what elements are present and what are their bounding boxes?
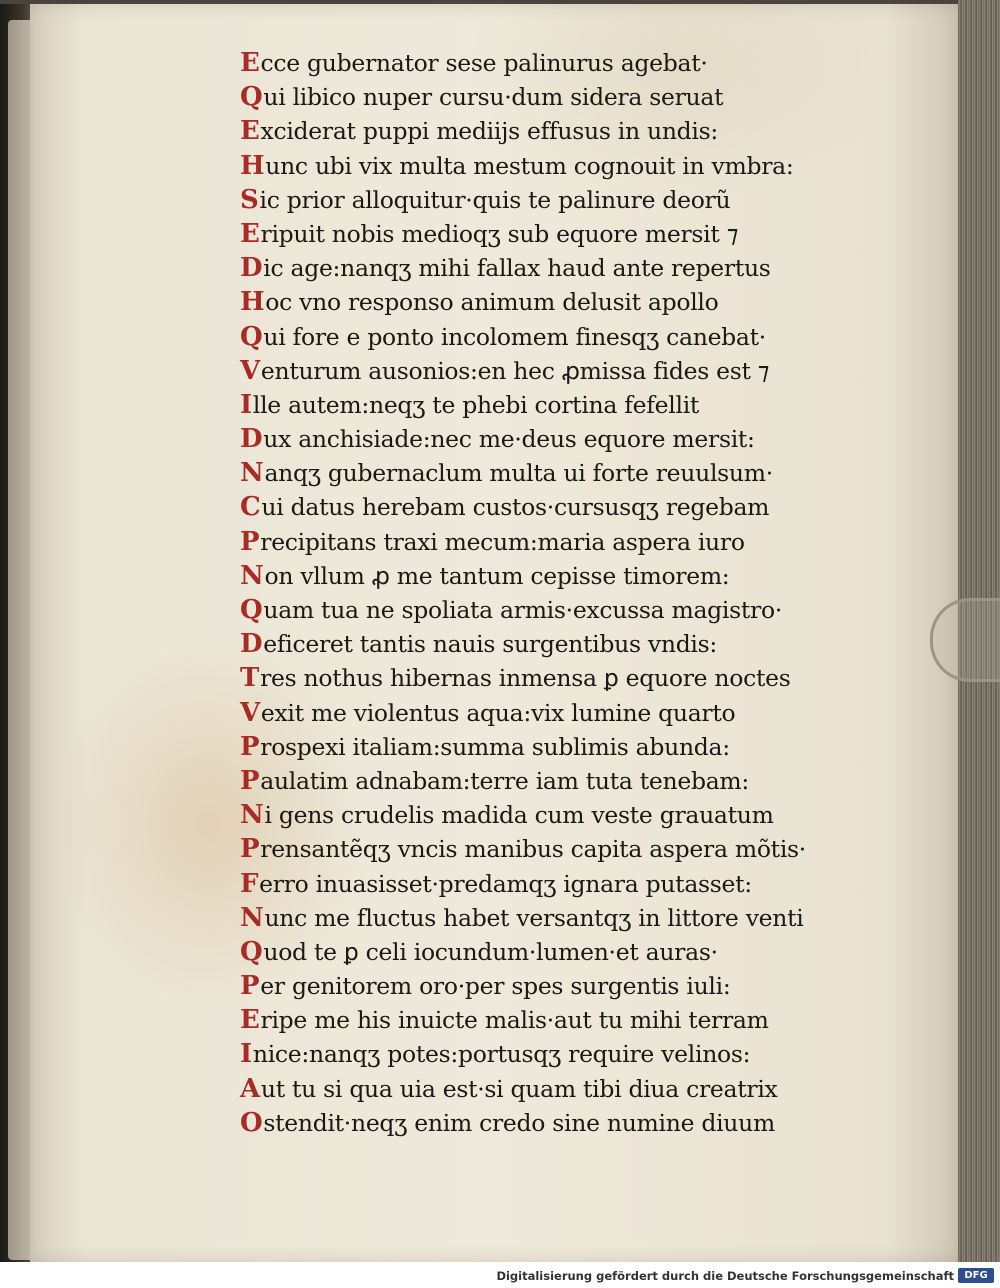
verse-text: eficeret tantis nauis surgentibus vndis: (263, 630, 718, 659)
rubricated-initial: I (240, 389, 252, 420)
verse-text: oc vno responso animum delusit apollo (265, 288, 719, 317)
verse-text: uam tua ne spoliata armis·excussa magistro· (263, 596, 782, 624)
verse-text: recipitans traxi mecum:maria aspera iuro (260, 527, 745, 556)
verse-text: nice:nanqʒ potes:portusqʒ require velinos: (252, 1040, 751, 1069)
rubricated-initial: A (240, 1073, 260, 1104)
verse-line (240, 525, 900, 559)
rubricated-initial: E (240, 116, 260, 147)
rubricated-initial: N (240, 560, 264, 591)
rubricated-initial: P (240, 971, 260, 1002)
rubricated-initial: E (240, 1005, 260, 1036)
verse-text: ic prior alloquitur·quis te palinure deorũ (259, 185, 731, 214)
verse-line (240, 593, 900, 627)
verse-text: ux anchisiade:nec me·deus equore mersit: (263, 425, 755, 454)
verse-line (240, 388, 900, 422)
rubricated-initial: P (240, 526, 260, 557)
rubricated-initial: N (240, 800, 264, 831)
verse-line (240, 183, 900, 217)
verse-text: ut tu si qua uia est·si quam tibi diua creatrix (260, 1074, 778, 1103)
rubricated-initial: Q (240, 82, 263, 113)
verse-line (240, 867, 900, 901)
verse-text: i gens crudelis madida cum veste grauatum (264, 801, 774, 830)
verse-line (240, 217, 900, 251)
page-clasp (930, 598, 1000, 682)
rubricated-initial: H (240, 287, 265, 318)
verse-text: stendit·neqʒ enim credo sine numine diuum (263, 1108, 775, 1137)
verse-line (240, 1072, 900, 1106)
rubricated-initial: N (240, 902, 264, 933)
verse-line (240, 764, 900, 798)
rubricated-initial: I (240, 1039, 252, 1070)
verse-line (240, 730, 900, 764)
verse-line (240, 798, 900, 832)
verse-line (240, 490, 900, 524)
verse-text: ui fore e ponto incolomem finesqʒ canebat· (263, 322, 766, 351)
verse-line (240, 354, 900, 388)
verse-text: exit me violentus aqua:vix lumine quarto (260, 698, 736, 727)
rubricated-initial: N (240, 458, 264, 489)
rubricated-initial: Q (240, 936, 263, 967)
verse-text: erro inuasisset·predamqʒ ignara putasset: (259, 869, 752, 898)
rubricated-initial: P (240, 765, 260, 796)
rubricated-initial: H (240, 150, 265, 181)
verse-line (240, 696, 900, 730)
verse-line (240, 320, 900, 354)
verse-line (240, 251, 900, 285)
rubricated-initial: V (240, 697, 260, 728)
verse-line (240, 422, 900, 456)
verse-line (240, 627, 900, 661)
rubricated-initial: D (240, 424, 263, 455)
verse-text: anqʒ gubernaclum multa ui forte reuulsum· (264, 459, 773, 488)
footer-bar (0, 1262, 1000, 1288)
rubricated-initial: E (240, 48, 260, 78)
rubricated-initial: P (240, 834, 260, 865)
rubricated-initial: O (240, 1107, 263, 1138)
verse-line (240, 149, 900, 183)
rubricated-initial: D (240, 629, 263, 660)
verse-text: rospexi italiam:summa sublimis abunda: (260, 732, 730, 761)
verse-text: rensantẽqʒ vncis manibus capita aspera mõtis· (260, 835, 806, 864)
verse-text: unc me fluctus habet versantqʒ in littore venti (264, 903, 804, 932)
rubricated-initial: S (240, 184, 259, 215)
rubricated-initial: D (240, 253, 263, 284)
dfg-logo-icon: DFG (958, 1268, 994, 1283)
verse-text: ui datus herebam custos·cursusqʒ regebam (261, 493, 770, 522)
verse-text: enturum ausonios:en hec ꝓmissa fides est ⁊ (260, 356, 770, 385)
verse-line (240, 1003, 900, 1037)
verse-text: aulatim adnabam:terre iam tuta tenebam: (260, 766, 750, 795)
verse-text-block (240, 46, 900, 1140)
verse-line (240, 1037, 900, 1071)
rubricated-initial: Q (240, 595, 263, 625)
verse-text: ripuit nobis medioqʒ sub equore mersit ⁊ (260, 219, 739, 248)
verse-text: uod te ꝑ celi iocundum·lumen·et auras· (263, 937, 718, 966)
verse-text: cce gubernator sese palinurus agebat· (260, 49, 708, 77)
verse-text: ui libico nuper cursu·dum sidera seruat (263, 83, 724, 112)
rubricated-initial: F (240, 868, 259, 899)
verse-line (240, 935, 900, 969)
verse-text: lle autem:neqʒ te phebi cortina fefellit (252, 390, 700, 419)
verse-line (240, 969, 900, 1003)
rubricated-initial: C (240, 492, 261, 523)
verse-line (240, 661, 900, 695)
verse-line (240, 46, 900, 80)
verse-line (240, 901, 900, 935)
verse-text: ripe me his inuicte malis·aut tu mihi terram (260, 1006, 769, 1035)
verse-line (240, 1106, 900, 1140)
verse-line (240, 114, 900, 148)
verse-line (240, 80, 900, 114)
footer-credit: Digitalisierung gefördert durch die Deutsche Forschungsgemeinschaft (496, 1269, 954, 1283)
verse-line (240, 559, 900, 593)
rubricated-initial: P (240, 731, 260, 762)
rubricated-initial: V (240, 355, 260, 386)
verse-line (240, 285, 900, 319)
rubricated-initial: Q (240, 321, 263, 352)
verse-text: xciderat puppi mediijs effusus in undis: (260, 117, 718, 146)
verse-text: on vllum ꝓ me tantum cepisse timorem: (264, 561, 730, 590)
rubricated-initial: E (240, 218, 260, 249)
verse-text: res nothus hibernas inmensa ꝑ equore noctes (260, 664, 791, 693)
rubricated-initial: T (240, 663, 260, 694)
verse-line (240, 832, 900, 866)
verse-text: ic age:nanqʒ mihi fallax haud ante repertus (263, 254, 771, 283)
verse-line (240, 456, 900, 490)
verse-text: er genitorem oro·per spes surgentis iuli: (260, 972, 731, 1001)
verse-text: unc ubi vix multa mestum cognouit in vmbra: (265, 151, 794, 180)
